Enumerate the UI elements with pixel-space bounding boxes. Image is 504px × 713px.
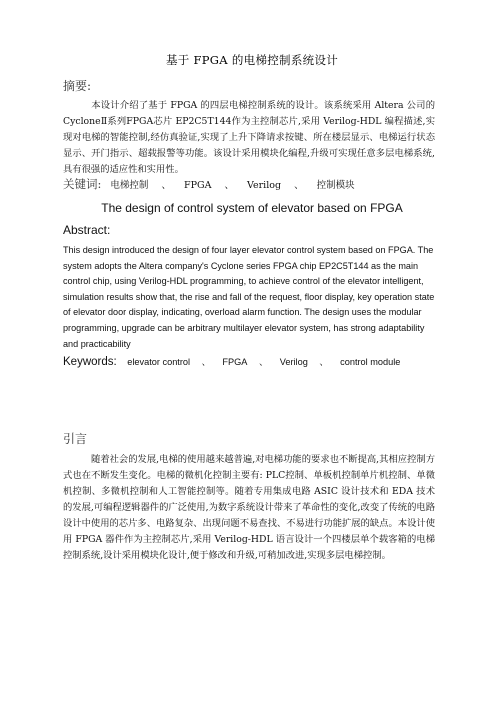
keyword-separator: 、 bbox=[258, 357, 269, 367]
keywords-label-chinese: 关键词: bbox=[63, 177, 102, 191]
keyword-item: elevator control bbox=[127, 357, 191, 367]
keyword-separator: 、 bbox=[224, 180, 234, 191]
keyword-separator: 、 bbox=[201, 357, 211, 367]
keywords-english bbox=[63, 354, 409, 368]
intro-text: 随着社会的发展,电梯的使用越来越普遍,对电梯功能的要求也不断提高,其相应控制方式也在不断发生变化。电梯的微机化控制主要有: PLC控制、单板机控制单片机控制、单微机控制、多微机控制和人工智能控制等。随着专用集成电路 ASIC 设计技术和 EDA 技术的发展,可编程逻辑器件的广泛使用,为数字系统设计带来了革命性的变化,改变了传统的电路设计中使用的芯片多、电路复杂、出现问题不易查找、不易进行功能扩展的缺点。本设计使用 FPGA 器件作为主控制芯片,采用 Verilog-HDL 语言设计一个四楼层单个载客箱的电梯控制系统,设计采用模块化设计,便于修改和升级,可稍加改进,实现多层电梯控制。 bbox=[63, 454, 435, 561]
keyword-item: Verilog bbox=[247, 180, 282, 191]
keyword-item: Verilog bbox=[279, 357, 308, 367]
keyword-item: FPGA bbox=[184, 180, 212, 191]
keyword-item: FPGA bbox=[222, 357, 248, 367]
keyword-separator: 、 bbox=[294, 180, 304, 191]
title-chinese: 基于 FPGA 的电梯控制系统设计 bbox=[165, 53, 339, 67]
title-english: The design of control system of elevator based on FPGA bbox=[101, 201, 403, 215]
abstract-text-chinese: 本设计介绍了基于 FPGA 的四层电梯控制系统的设计。该系统采用 Altera 公司的CycloneⅡ系列FPGA芯片 EP2C5T144作为主控制芯片,采用 Verilog-HDL 编程描述,实现对电梯的智能控制,经仿真验证,实现了上升下降请求按键、所在楼层显示、电梯运行状态显示、开门指示、超载报警等功能。该设计采用模块化编程,升级可实现任意多层电梯系统,具有很强的适应性和实用性。 bbox=[63, 100, 435, 175]
keyword-item: control module bbox=[340, 357, 401, 367]
keyword-separator: 、 bbox=[319, 357, 329, 367]
keywords-chinese bbox=[63, 176, 365, 192]
keyword-item: 控制模块 bbox=[316, 180, 355, 191]
keyword-separator: 、 bbox=[161, 180, 171, 191]
abstract-heading-chinese: 摘要: bbox=[63, 79, 92, 93]
intro-heading: 引言 bbox=[63, 432, 88, 446]
keyword-item: 电梯控制 bbox=[110, 180, 149, 191]
keywords-label-english: Keywords: bbox=[63, 356, 117, 368]
abstract-text-english: This design introduced the design of four layer elevator control system based on FPGA. The system adopts the Altera company's Cyclone series FPGA chip EP2C5T144 as the main control chip, using Verilog-HDL programming, to achieve control of the elevator intelligent, simulation results show that, the rise and fall of the request, floor display, key operation state of elevator door display, indicating, overload alarm function. The design uses the modular programming, upgrade can be arbitrary multilayer elevator system, has strong adaptability and practicability bbox=[63, 245, 435, 349]
abstract-heading-english: Abstract: bbox=[63, 223, 111, 237]
